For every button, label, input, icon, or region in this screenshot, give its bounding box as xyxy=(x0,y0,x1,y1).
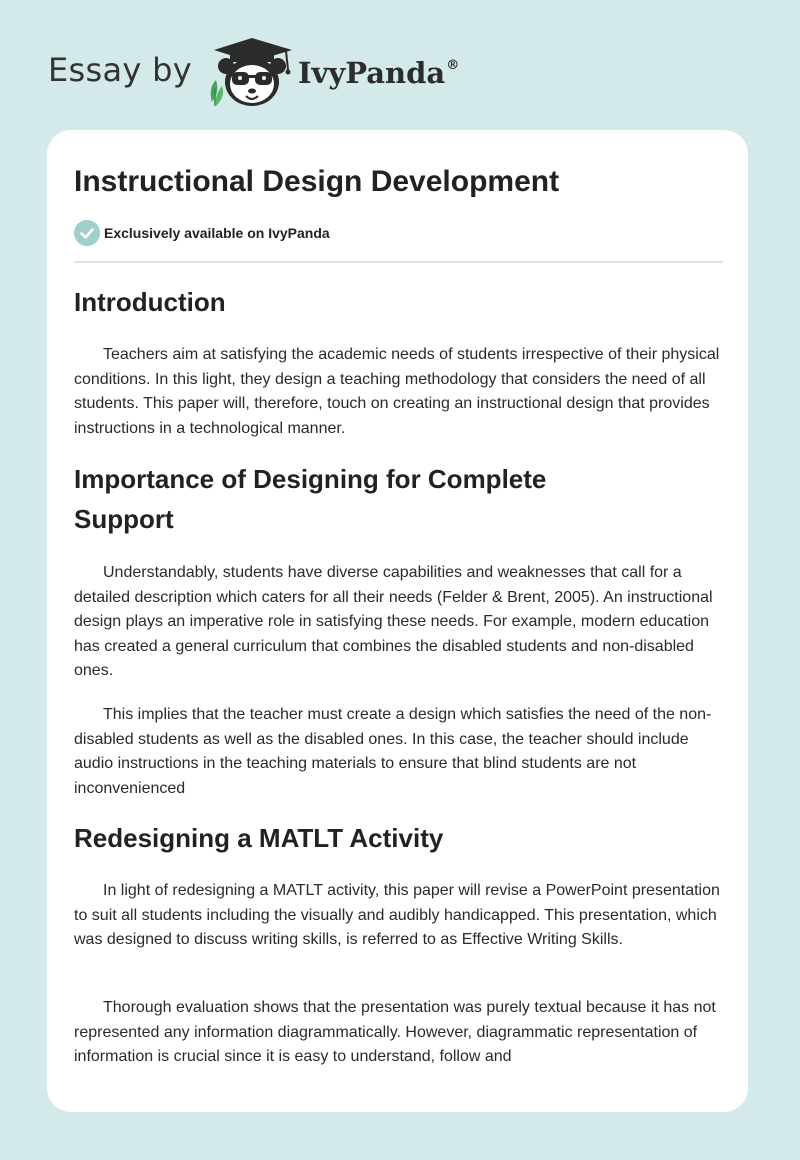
section-heading-importance: Importance of Designing for Complete Support xyxy=(74,464,547,534)
check-circle-icon xyxy=(74,220,100,246)
paragraph: Teachers aim at satisfying the academic needs of students irrespective of their physical conditions. In this light, they design a teaching methodology that considers the need of all students. This paper will, therefore, touch on creating an instructional design that provides instructions in a technological manner. xyxy=(74,346,720,437)
section-heading-introduction: Introduction xyxy=(74,287,226,317)
panda-graduation-cap-icon xyxy=(206,36,298,110)
exclusive-badge-text: Exclusively available on IvyPanda xyxy=(104,225,330,241)
page-title: Instructional Design Development xyxy=(74,165,560,198)
paragraph: Thorough evaluation shows that the presentation was purely textual because it has not represented any information diagrammatically. However, diagrammatic representation of information is crucial since it is easy to understand, follow and xyxy=(74,999,716,1065)
paragraph: In light of redesigning a MATLT activity, this paper will revise a PowerPoint presentation to suit all students including the visually and audibly handicapped. This presentation, which was designed to discuss writing skills, is referred to as Effective Writing Skills. xyxy=(74,882,720,948)
brand-name: IvyPanda® xyxy=(297,56,460,90)
paragraph: This implies that the teacher must create a design which satisfies the need of the non-disabled students as well as the disabled ones. In this case, the teacher should include audio instructions in the teaching materials to ensure that blind students are not inconvenienced xyxy=(74,706,712,797)
paragraph: Understandably, students have diverse capabilities and weaknesses that call for a detailed description which caters for all their needs (Felder & Brent, 2005). An instructional design plays an imperative role in satisfying these needs. For example, modern education has created a general curriculum that combines the disabled students and non-disabled ones. xyxy=(74,564,713,679)
essay-card xyxy=(47,130,748,1112)
registered-mark: ® xyxy=(446,58,460,73)
exclusive-badge xyxy=(74,220,330,246)
site-brand[interactable] xyxy=(48,36,459,110)
brand-prefix: Essay by xyxy=(48,51,192,89)
section-heading-redesigning: Redesigning a MATLT Activity xyxy=(74,823,444,853)
title-divider xyxy=(74,261,723,263)
